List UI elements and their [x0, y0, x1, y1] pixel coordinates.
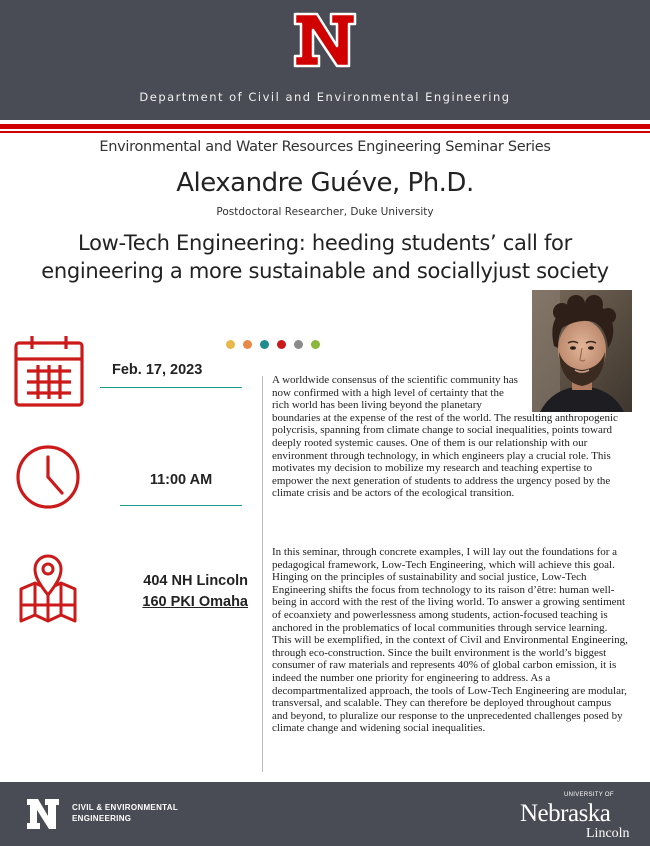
red-divider-thin [0, 131, 650, 133]
nebraska-n-logo [291, 10, 359, 70]
footer-banner [0, 782, 650, 846]
footer-department [72, 802, 178, 824]
speaker-affiliation: Postdoctoral Researcher, Duke University [216, 206, 434, 218]
univ-name: Nebraska [520, 800, 611, 827]
dot-orange [243, 340, 252, 349]
header-banner [0, 0, 650, 120]
location-lincoln: 404 NH Lincoln [143, 573, 248, 589]
footer-dept-line2: ENGINEERING [72, 814, 132, 823]
department-name: Department of Civil and Environmental Engineering [139, 90, 511, 104]
footer-n-logo [26, 798, 60, 830]
dot-yellow [226, 340, 235, 349]
talk-title [40, 229, 610, 285]
dot-teal [260, 340, 269, 349]
clock-icon [14, 443, 82, 511]
abstract-paragraph-2: In this seminar, through concrete examples, I will lay out the foundations for a pedagogical framework, Low-Tech Engineering, which will achieve this goal. Hinging on the principles of sustainability and social justice, Low-Tech Engineering shifts the focus from technology to its raison d’être: human well-being in accord with the rest of the living world. To answer a growing sentiment of ecoanxiety and powerlessness among students, action-focused teaching is anchored in the problematics of local communities through service learning. This will be exemplified, in the context of Civil and Environmental Engineering, through eco-construction. Since the built environment is the world’s biggest consumer of raw materials and represents 40% of global carbon emission, it is indeed the number one priority for engineering to address. As a decompartmentalized approach, the tools of Low-Tech Engineering are modular, transversal, and scalable. They can therefore be deployed throughout campus and beyond, to pluralize our response to the unprecedented challenges posed by climate change and widening social inequalities. [272, 546, 628, 735]
abstract-paragraph-1 [272, 374, 628, 500]
red-divider [0, 124, 650, 129]
univ-city: Lincoln [586, 826, 630, 841]
abstract-lead: A worldwide consensus of the scientific community has now confirmed with a high level of certainty that the rich world has been living beyond the planetary [272, 374, 518, 412]
date-rule [100, 387, 242, 388]
location-omaha: 160 PKI Omaha [142, 594, 248, 610]
speaker-name: Alexandre Guéve, Ph.D. [176, 168, 474, 198]
event-time: 11:00 AM [149, 472, 213, 488]
column-divider [262, 376, 263, 772]
talk-title-line2: engineering a more sustainable and sociallyjust society [41, 259, 609, 283]
dot-red [277, 340, 286, 349]
seminar-series: Environmental and Water Resources Engineering Seminar Series [99, 139, 551, 155]
event-date: Feb. 17, 2023 [112, 362, 203, 378]
abstract-p1-rest: boundaries at the expense of the rest of the world. The resulting anthropogenic polycrisis, spanning from climate change to social inequalities, points toward deeply rooted systemic causes. One of them is our relationship with our environment through technology, in which engineers play a crucial role. This motivates my decision to mobilize my research and teaching expertise to empower the next generation of students to address the urgency posed by the climate crisis and be actors of the ecological transition. [272, 411, 618, 500]
footer-dept-line1: CIVIL & ENVIRONMENTAL [72, 803, 179, 812]
univ-small-text: UNIVERSITY OF [564, 792, 614, 798]
dot-gray [294, 340, 303, 349]
dot-green [311, 340, 320, 349]
talk-title-line1: Low-Tech Engineering: heeding students’ call for [78, 231, 572, 255]
calendar-icon [13, 333, 85, 409]
time-rule [120, 505, 242, 506]
map-pin-icon [17, 551, 79, 625]
